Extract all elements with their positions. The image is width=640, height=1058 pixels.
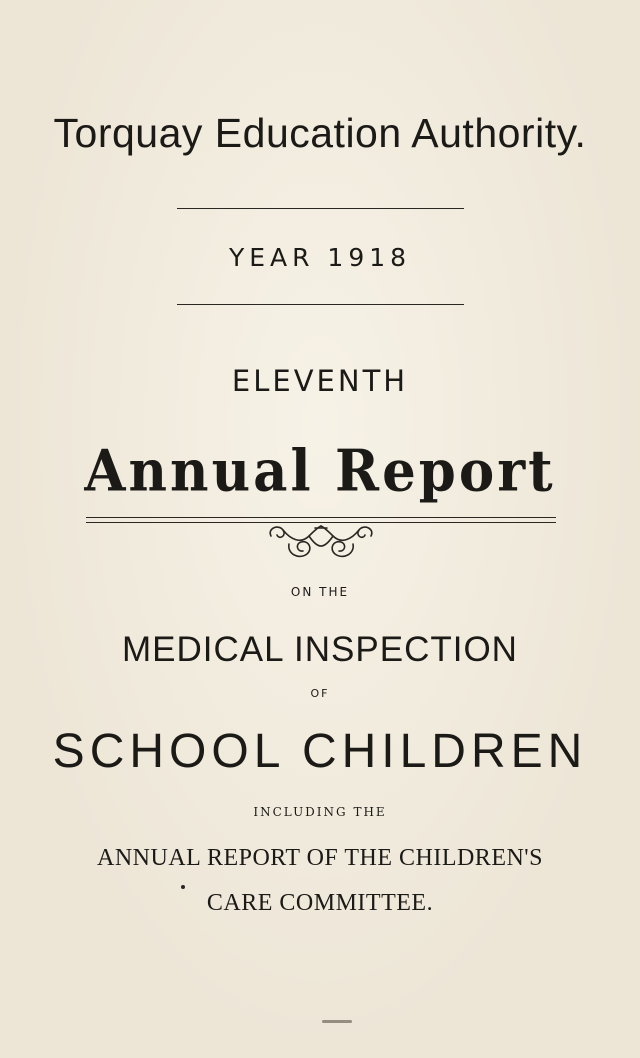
middle-divider xyxy=(177,304,464,305)
report-title: Annual Report xyxy=(84,437,556,505)
including-line: INCLUDING THE xyxy=(253,805,387,819)
subject-line-medical: MEDICAL INSPECTION xyxy=(122,630,518,669)
authority-heading: Torquay Education Authority. xyxy=(53,110,587,156)
top-divider xyxy=(177,208,464,209)
ordinal-line: ELEVENTH xyxy=(231,364,409,398)
subject-line-school: SCHOOL CHILDREN xyxy=(52,725,588,778)
on-the-line: ON THE xyxy=(290,585,350,599)
ink-smudge xyxy=(322,1020,352,1023)
year-line: YEAR 1918 xyxy=(228,243,412,272)
of-line: OF xyxy=(310,687,330,700)
ink-speck xyxy=(181,885,185,889)
scroll-ornament-icon xyxy=(265,522,377,562)
committee-line: CARE COMMITTEE. xyxy=(206,890,434,916)
childrens-report-line: ANNUAL REPORT OF THE CHILDREN'S xyxy=(97,845,543,871)
